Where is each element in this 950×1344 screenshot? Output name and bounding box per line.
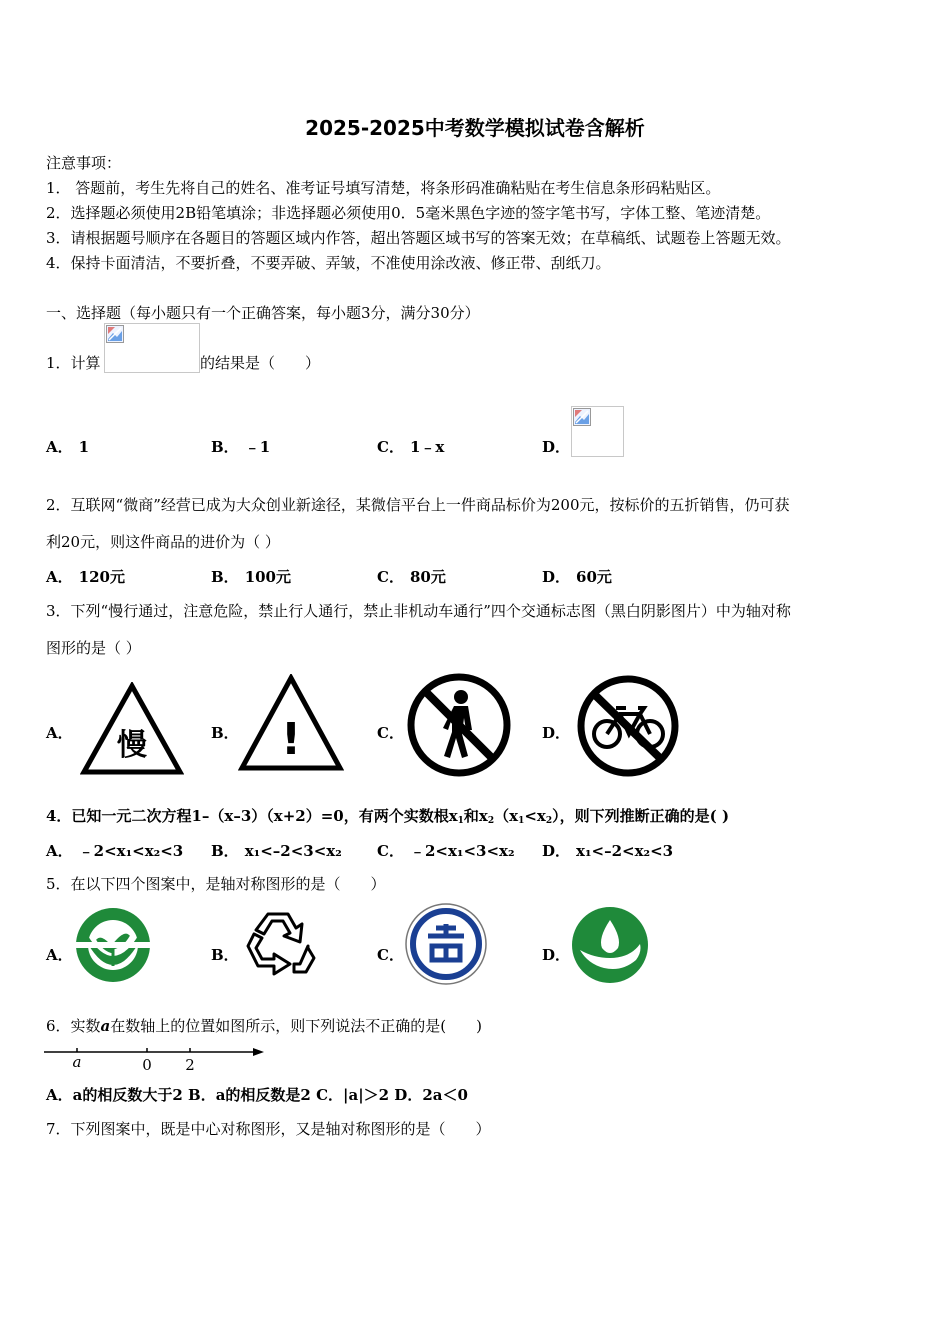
recycle-logo-icon [238, 906, 318, 984]
notice-heading: 注意事项： [46, 154, 122, 172]
notice-item: 1． 答题前，考生先将自己的姓名、准考证号填写清楚，将条形码准确粘贴在考生信息条形码粘贴区。 [46, 179, 721, 197]
broken-image-icon [571, 406, 624, 457]
q2-option-d[interactable]: D． 60元 [542, 568, 612, 586]
q5-option-b-letter[interactable]: B． [211, 946, 239, 964]
q5-option-d-letter[interactable]: D． [542, 946, 571, 964]
notice-item: 3．请根据题号顺序在各题目的答题区域内作答，超出答题区域书写的答案无效；在草稿纸、试题卷上答题无效。 [46, 229, 791, 247]
q4-option-d[interactable]: D． x₁<–2<x₂<3 [542, 842, 674, 860]
no-bicycle-sign-icon [574, 674, 682, 778]
question-3-stem: 3．下列“慢行通过，注意危险，禁止行人通行，禁止非机动车通行”四个交通标志图（黑白阴影图片）中为轴对称 [46, 602, 791, 620]
svg-text:!: ! [280, 714, 302, 765]
notice-item: 2．选择题必须使用2B铅笔填涂；非选择题必须使用0．5毫米黑色字迹的签字笔书写，字体工整、笔迹清楚。 [46, 204, 771, 222]
axis-label-a: a [72, 1053, 82, 1071]
green-food-logo-icon [72, 906, 154, 984]
q3-option-c-letter[interactable]: C． [377, 724, 404, 742]
axis-label-2: 2 [185, 1056, 195, 1074]
slow-sign-icon [80, 682, 184, 776]
q2-option-a[interactable]: A． 120元 [46, 568, 125, 586]
q3-option-b-letter[interactable]: B． [211, 724, 239, 742]
question-6-stem: 6．实数a在数轴上的位置如图所示，则下列说法不正确的是( ) [46, 1017, 482, 1035]
q4-option-c[interactable]: C． ﹣2<x₁<3<x₂ [377, 842, 515, 860]
q3-option-d-letter[interactable]: D． [542, 724, 571, 742]
axis-label-0: 0 [142, 1056, 152, 1074]
question-3-stem-cont: 图形的是（ ） [46, 639, 141, 657]
q1-option-c[interactable]: C． 1﹣x [377, 438, 445, 456]
water-drop-logo-icon [570, 906, 650, 984]
q1-option-d[interactable]: D． [542, 438, 571, 456]
broken-image-icon [104, 323, 200, 373]
q1-option-b[interactable]: B． ﹣1 [211, 438, 271, 456]
question-1-stem-pre: 1．计算 [46, 354, 101, 372]
question-5-stem: 5．在以下四个图案中，是轴对称图形的是（ ） [46, 875, 386, 893]
blue-circle-logo-icon [404, 902, 488, 986]
question-7-stem: 7．下列图案中，既是中心对称图形，又是轴对称图形的是（ ） [46, 1120, 491, 1138]
question-1-stem-post: 的结果是（ ） [200, 354, 321, 372]
danger-sign-icon [238, 674, 344, 772]
svg-text:慢: 慢 [117, 728, 147, 763]
q6-options[interactable]: A．a的相反数大于2 B．a的相反数是2 C．|a|＞2 D．2a＜0 [46, 1086, 468, 1104]
q2-option-b[interactable]: B． 100元 [211, 568, 291, 586]
q5-option-c-letter[interactable]: C． [377, 946, 404, 964]
question-2-stem: 2．互联网“微商”经营已成为大众创业新途径，某微信平台上一件商品标价为200元，按标价的五折销售，仍可获 [46, 496, 790, 514]
number-line-diagram [44, 1042, 268, 1074]
q2-option-c[interactable]: C． 80元 [377, 568, 446, 586]
q3-option-a-letter[interactable]: A． [46, 724, 73, 742]
q1-option-a[interactable]: A． 1 [46, 438, 90, 456]
notice-item: 4．保持卡面清洁，不要折叠，不要弄破、弄皱，不准使用涂改液、修正带、刮纸刀。 [46, 254, 611, 272]
question-2-stem-cont: 利20元，则这件商品的进价为（ ） [46, 533, 280, 551]
q4-option-b[interactable]: B． x₁<–2<3<x₂ [211, 842, 342, 860]
question-4-stem: 4．已知一元二次方程1–（x–3）（x+2）=0，有两个实数根$x_1$和$x_2(x_1<x_2)$，则下列推断正确的是( ) [46, 807, 730, 826]
page-title: 2025-2025中考数学模拟试卷含解析 [305, 116, 645, 140]
no-pedestrian-sign-icon [406, 672, 512, 778]
q5-option-a-letter[interactable]: A． [46, 946, 73, 964]
section-heading: 一、选择题（每小题只有一个正确答案，每小题3分，满分30分） [46, 304, 480, 322]
q4-option-a[interactable]: A． ﹣2<x₁<x₂<3 [46, 842, 184, 860]
